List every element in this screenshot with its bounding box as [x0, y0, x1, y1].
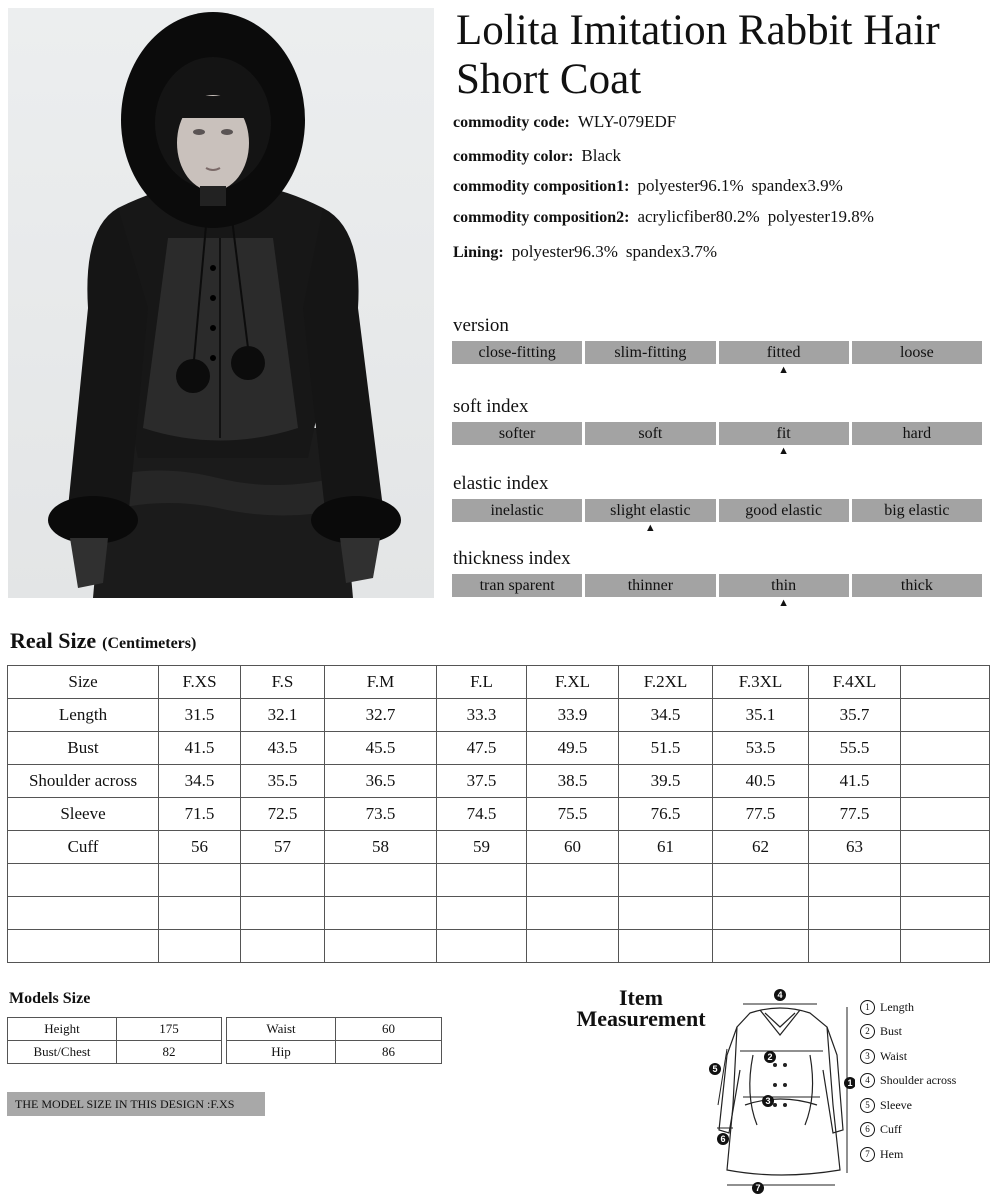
table-cell: 56	[159, 831, 241, 864]
index-label-thickness: thickness index	[453, 548, 571, 569]
index-option: fitted ▲	[719, 341, 849, 364]
models-size-title: Models Size	[9, 990, 91, 1007]
table-cell	[809, 897, 901, 930]
table-cell: 32.1	[241, 699, 325, 732]
table-cell	[901, 897, 990, 930]
table-cell	[241, 897, 325, 930]
table-cell	[713, 897, 809, 930]
table-cell: F.M	[325, 666, 437, 699]
attribute-value: acrylicfiber80.2%	[637, 207, 760, 226]
index-option: close-fitting	[452, 341, 582, 364]
table-cell: 77.5	[809, 798, 901, 831]
legend-item: 2 Bust	[860, 1020, 956, 1045]
table-row	[8, 930, 990, 963]
table-cell: 34.5	[159, 765, 241, 798]
table-row	[8, 1018, 222, 1041]
table-cell: 59	[437, 831, 527, 864]
attribute-value: Black	[581, 146, 622, 165]
row-label-cell	[8, 864, 159, 897]
product-title: Lolita Imitation Rabbit Hair Short Coat	[456, 7, 940, 103]
table-cell	[713, 864, 809, 897]
table-cell	[901, 831, 990, 864]
table-cell: 35.1	[713, 699, 809, 732]
table-cell: 76.5	[619, 798, 713, 831]
real-size-title: Real Size	[10, 628, 97, 653]
table-cell: 77.5	[713, 798, 809, 831]
attribute-key: commodity color:	[453, 148, 574, 165]
item-measurement-title-line2: Measurement	[576, 1006, 706, 1031]
table-cell: 74.5	[437, 798, 527, 831]
legend-item: 7 Hem	[860, 1142, 956, 1167]
table-row	[8, 732, 990, 765]
diagram-number: 2	[767, 1052, 773, 1062]
table-cell: 43.5	[241, 732, 325, 765]
model-measure-value: 82	[117, 1041, 222, 1064]
size-table	[7, 665, 990, 963]
table-cell: 31.5	[159, 699, 241, 732]
table-cell: 40.5	[713, 765, 809, 798]
selection-marker-icon: ▲	[778, 445, 790, 457]
table-cell: 72.5	[241, 798, 325, 831]
index-option: fit ▲	[719, 422, 849, 445]
table-cell: 41.5	[809, 765, 901, 798]
table-row	[8, 699, 990, 732]
table-cell: 51.5	[619, 732, 713, 765]
diagram-number: 6	[720, 1134, 726, 1144]
table-cell	[325, 930, 437, 963]
diagram-number: 1	[847, 1078, 853, 1088]
table-cell: F.S	[241, 666, 325, 699]
table-cell: 71.5	[159, 798, 241, 831]
item-measurement-title-line1: Item	[619, 985, 663, 1010]
diagram-number: 4	[777, 990, 783, 1000]
table-row	[8, 1041, 222, 1064]
model-measure-value: 175	[117, 1018, 222, 1041]
row-label-cell: Bust	[8, 732, 159, 765]
table-cell	[159, 897, 241, 930]
table-cell	[901, 930, 990, 963]
table-cell	[527, 864, 619, 897]
index-label-soft: soft index	[453, 396, 529, 417]
table-cell: F.4XL	[809, 666, 901, 699]
table-row	[227, 1018, 442, 1041]
index-option: inelastic	[452, 499, 582, 522]
table-cell: 61	[619, 831, 713, 864]
table-cell: 47.5	[437, 732, 527, 765]
table-cell: F.XS	[159, 666, 241, 699]
model-illustration	[8, 8, 434, 598]
table-cell	[159, 930, 241, 963]
index-option: hard	[852, 422, 982, 445]
row-label-cell: Shoulder across	[8, 765, 159, 798]
index-bar-soft	[452, 422, 982, 457]
table-cell: 41.5	[159, 732, 241, 765]
attribute-value: polyester96.3%	[511, 242, 618, 261]
index-option: good elastic	[719, 499, 849, 522]
row-label-cell: Cuff	[8, 831, 159, 864]
table-cell: 35.7	[809, 699, 901, 732]
attribute-composition2	[453, 207, 874, 227]
table-cell	[901, 798, 990, 831]
index-option: slim-fitting	[585, 341, 715, 364]
attribute-key: commodity code:	[453, 114, 570, 131]
attribute-value: spandex3.7%	[625, 242, 718, 261]
table-cell: 33.3	[437, 699, 527, 732]
attribute-commodity-code	[453, 112, 676, 132]
table-cell	[901, 699, 990, 732]
real-size-heading	[10, 628, 196, 654]
table-header-row	[8, 666, 990, 699]
selection-marker-icon: ▲	[778, 597, 790, 609]
table-cell: 57	[241, 831, 325, 864]
item-measurement-title	[560, 987, 722, 1029]
table-cell: 39.5	[619, 765, 713, 798]
table-cell: F.3XL	[713, 666, 809, 699]
table-cell: 35.5	[241, 765, 325, 798]
legend-item: 3 Waist	[860, 1044, 956, 1069]
index-option: slight elastic ▲	[585, 499, 715, 522]
attribute-key: Lining:	[453, 244, 504, 261]
index-option: thick	[852, 574, 982, 597]
diagram-number: 5	[712, 1064, 718, 1074]
table-cell: 49.5	[527, 732, 619, 765]
table-cell: F.2XL	[619, 666, 713, 699]
index-option: loose	[852, 341, 982, 364]
table-row	[8, 831, 990, 864]
row-label-cell: Length	[8, 699, 159, 732]
table-cell	[325, 864, 437, 897]
index-label-version: version	[453, 315, 509, 336]
table-cell: 62	[713, 831, 809, 864]
row-label-cell: Size	[8, 666, 159, 699]
row-label-cell: Sleeve	[8, 798, 159, 831]
model-measure-label: Bust/Chest	[8, 1041, 117, 1064]
row-label-cell	[8, 897, 159, 930]
table-cell	[901, 864, 990, 897]
row-label-cell	[8, 930, 159, 963]
measurement-legend	[860, 995, 956, 1167]
table-cell	[901, 765, 990, 798]
model-measure-label: Height	[8, 1018, 117, 1041]
attribute-commodity-color	[453, 146, 621, 166]
table-cell	[527, 897, 619, 930]
attribute-value: polyester96.1%	[637, 176, 744, 195]
table-cell	[901, 666, 990, 699]
index-bar-elastic	[452, 499, 982, 534]
index-option: soft	[585, 422, 715, 445]
model-size-note: THE MODEL SIZE IN THIS DESIGN :F.XS	[7, 1092, 265, 1116]
table-cell	[325, 897, 437, 930]
attribute-value: spandex3.9%	[751, 176, 843, 195]
attribute-composition1	[453, 176, 843, 196]
attribute-value: polyester19.8%	[767, 207, 874, 226]
index-option: tran sparent	[452, 574, 582, 597]
table-cell	[241, 864, 325, 897]
model-measure-value: 60	[336, 1018, 442, 1041]
legend-item: 6 Cuff	[860, 1118, 956, 1143]
table-cell: F.XL	[527, 666, 619, 699]
table-row	[8, 897, 990, 930]
index-label-elastic: elastic index	[453, 473, 549, 494]
table-cell: 34.5	[619, 699, 713, 732]
table-cell: F.L	[437, 666, 527, 699]
models-table-right	[226, 1017, 442, 1064]
index-bar-version	[452, 341, 982, 376]
table-row	[8, 765, 990, 798]
attribute-lining	[453, 242, 717, 262]
coat-measurement-diagram	[705, 985, 855, 1195]
table-row	[8, 798, 990, 831]
attribute-value: WLY-079EDF	[577, 112, 677, 131]
table-cell	[527, 930, 619, 963]
table-cell	[437, 930, 527, 963]
table-cell	[809, 930, 901, 963]
index-option: thin ▲	[719, 574, 849, 597]
table-cell	[159, 864, 241, 897]
table-cell: 32.7	[325, 699, 437, 732]
diagram-number: 3	[765, 1096, 771, 1106]
attribute-key: commodity composition1:	[453, 178, 630, 195]
table-cell	[713, 930, 809, 963]
table-cell	[241, 930, 325, 963]
table-cell: 75.5	[527, 798, 619, 831]
selection-marker-icon: ▲	[778, 364, 790, 376]
diagram-number: 7	[755, 1183, 761, 1193]
table-cell: 37.5	[437, 765, 527, 798]
table-row	[8, 864, 990, 897]
table-cell: 33.9	[527, 699, 619, 732]
selection-marker-icon: ▲	[644, 522, 656, 534]
table-row	[227, 1041, 442, 1064]
table-cell	[901, 732, 990, 765]
models-table-left	[7, 1017, 222, 1064]
attribute-key: commodity composition2:	[453, 209, 630, 226]
table-cell: 63	[809, 831, 901, 864]
model-measure-label: Hip	[227, 1041, 336, 1064]
table-cell: 45.5	[325, 732, 437, 765]
index-option: big elastic	[852, 499, 982, 522]
table-cell	[619, 897, 713, 930]
product-photo	[8, 8, 434, 598]
table-cell	[437, 897, 527, 930]
table-cell: 55.5	[809, 732, 901, 765]
real-size-unit: (Centimeters)	[102, 635, 197, 652]
model-measure-label: Waist	[227, 1018, 336, 1041]
table-cell: 38.5	[527, 765, 619, 798]
table-cell: 36.5	[325, 765, 437, 798]
legend-item: 4 Shoulder across	[860, 1069, 956, 1094]
index-option: softer	[452, 422, 582, 445]
legend-item: 1 Length	[860, 995, 956, 1020]
table-cell	[619, 864, 713, 897]
table-cell	[437, 864, 527, 897]
legend-item: 5 Sleeve	[860, 1093, 956, 1118]
table-cell	[619, 930, 713, 963]
table-cell	[809, 864, 901, 897]
table-cell: 53.5	[713, 732, 809, 765]
model-measure-value: 86	[336, 1041, 442, 1064]
index-option: thinner	[585, 574, 715, 597]
table-cell: 58	[325, 831, 437, 864]
index-bar-thickness	[452, 574, 982, 609]
table-cell: 60	[527, 831, 619, 864]
table-cell: 73.5	[325, 798, 437, 831]
